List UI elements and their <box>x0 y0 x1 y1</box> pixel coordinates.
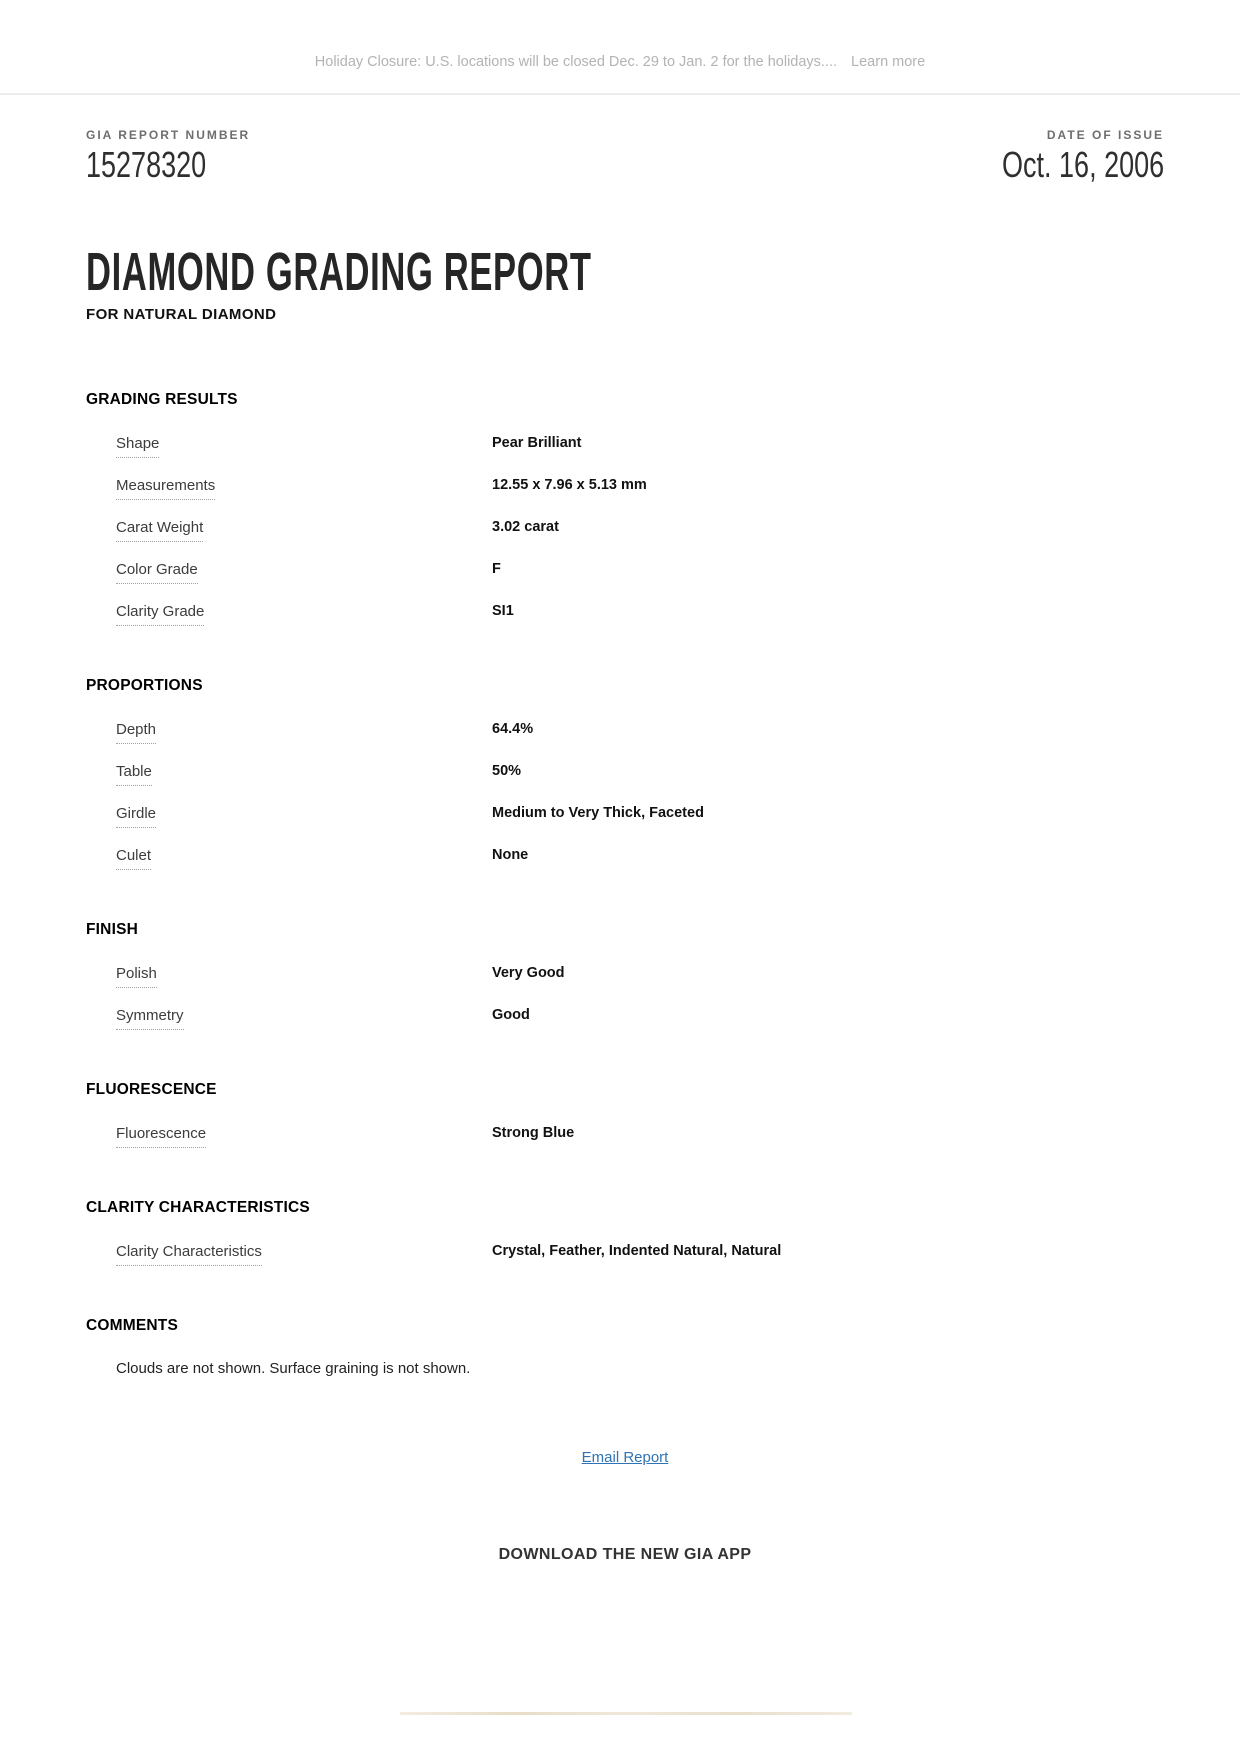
depth-label[interactable]: Depth <box>116 720 156 744</box>
section-comments <box>86 1316 1164 1378</box>
email-report-block <box>86 1448 1164 1467</box>
table-row <box>86 434 1164 458</box>
app-banner-image-top-edge <box>400 1712 852 1715</box>
comments-text: Clouds are not shown. Surface graining is not shown. <box>116 1360 471 1377</box>
page-title: DIAMOND GRADING REPORT <box>86 242 592 302</box>
date-of-issue-label: DATE OF ISSUE <box>1046 128 1164 142</box>
section-heading-clarity-characteristics: CLARITY CHARACTERISTICS <box>86 1199 310 1216</box>
clarity-grade-label[interactable]: Clarity Grade <box>116 602 204 626</box>
measurements-value: 12.55 x 7.96 x 5.13 mm <box>492 477 647 493</box>
section-heading-proportions: PROPORTIONS <box>86 677 203 694</box>
table-row <box>86 560 1164 584</box>
table-row <box>86 804 1164 828</box>
table-row <box>86 762 1164 786</box>
clarity-grade-value: SI1 <box>492 603 514 619</box>
color-grade-value: F <box>492 561 501 577</box>
polish-value: Very Good <box>492 965 565 981</box>
section-heading-grading-results: GRADING RESULTS <box>86 391 238 408</box>
table-row <box>86 476 1164 500</box>
clarity-characteristics-label[interactable]: Clarity Characteristics <box>116 1242 262 1266</box>
report-number-label: GIA REPORT NUMBER <box>86 128 251 142</box>
section-heading-finish: FINISH <box>86 921 139 938</box>
table-row <box>86 518 1164 542</box>
holiday-notice-banner <box>0 0 1240 95</box>
report-meta-header <box>86 128 1164 184</box>
clarity-characteristics-value: Crystal, Feather, Indented Natural, Natural <box>492 1243 782 1259</box>
carat-weight-label[interactable]: Carat Weight <box>116 518 203 542</box>
banner-message: Holiday Closure: U.S. locations will be closed Dec. 29 to Jan. 2 for the holidays.... <box>314 54 838 70</box>
date-of-issue-value: Oct. 16, 2006 <box>1001 144 1164 185</box>
table-row <box>86 846 1164 870</box>
section-fluorescence <box>86 1080 1164 1148</box>
email-report-link[interactable]: Email Report <box>581 1449 669 1466</box>
section-heading-fluorescence: FLUORESCENCE <box>86 1081 217 1098</box>
table-row <box>86 720 1164 744</box>
fluorescence-label[interactable]: Fluorescence <box>116 1124 206 1148</box>
measurements-label[interactable]: Measurements <box>116 476 215 500</box>
polish-label[interactable]: Polish <box>116 964 157 988</box>
table-row <box>86 964 1164 988</box>
section-clarity-characteristics <box>86 1198 1164 1266</box>
section-heading-comments: COMMENTS <box>86 1317 179 1334</box>
download-app-heading: DOWNLOAD THE NEW GIA APP <box>498 1546 752 1563</box>
table-label[interactable]: Table <box>116 762 152 786</box>
culet-label[interactable]: Culet <box>116 846 151 870</box>
section-grading-results <box>86 390 1164 626</box>
shape-value: Pear Brilliant <box>492 435 582 451</box>
table-value: 50% <box>492 763 522 779</box>
table-row <box>86 1242 1164 1266</box>
color-grade-label[interactable]: Color Grade <box>116 560 198 584</box>
culet-value: None <box>492 847 529 863</box>
section-finish <box>86 920 1164 1030</box>
report-number-block <box>86 128 250 184</box>
depth-value: 64.4% <box>492 721 534 737</box>
page-subtitle: FOR NATURAL DIAMOND <box>86 306 277 323</box>
table-row <box>86 1124 1164 1148</box>
girdle-label[interactable]: Girdle <box>116 804 156 828</box>
table-row <box>86 1006 1164 1030</box>
carat-weight-value: 3.02 carat <box>492 519 559 535</box>
symmetry-label[interactable]: Symmetry <box>116 1006 184 1030</box>
shape-label[interactable]: Shape <box>116 434 159 458</box>
symmetry-value: Good <box>492 1007 530 1023</box>
download-app-block <box>86 1545 1164 1564</box>
date-of-issue-block <box>948 128 1164 184</box>
report-page <box>0 128 1240 1564</box>
section-proportions <box>86 676 1164 870</box>
girdle-value: Medium to Very Thick, Faceted <box>492 805 704 821</box>
fluorescence-value: Strong Blue <box>492 1125 575 1141</box>
report-number-value: 15278320 <box>86 144 207 185</box>
learn-more-link[interactable]: Learn more <box>851 54 926 70</box>
table-row <box>86 602 1164 626</box>
